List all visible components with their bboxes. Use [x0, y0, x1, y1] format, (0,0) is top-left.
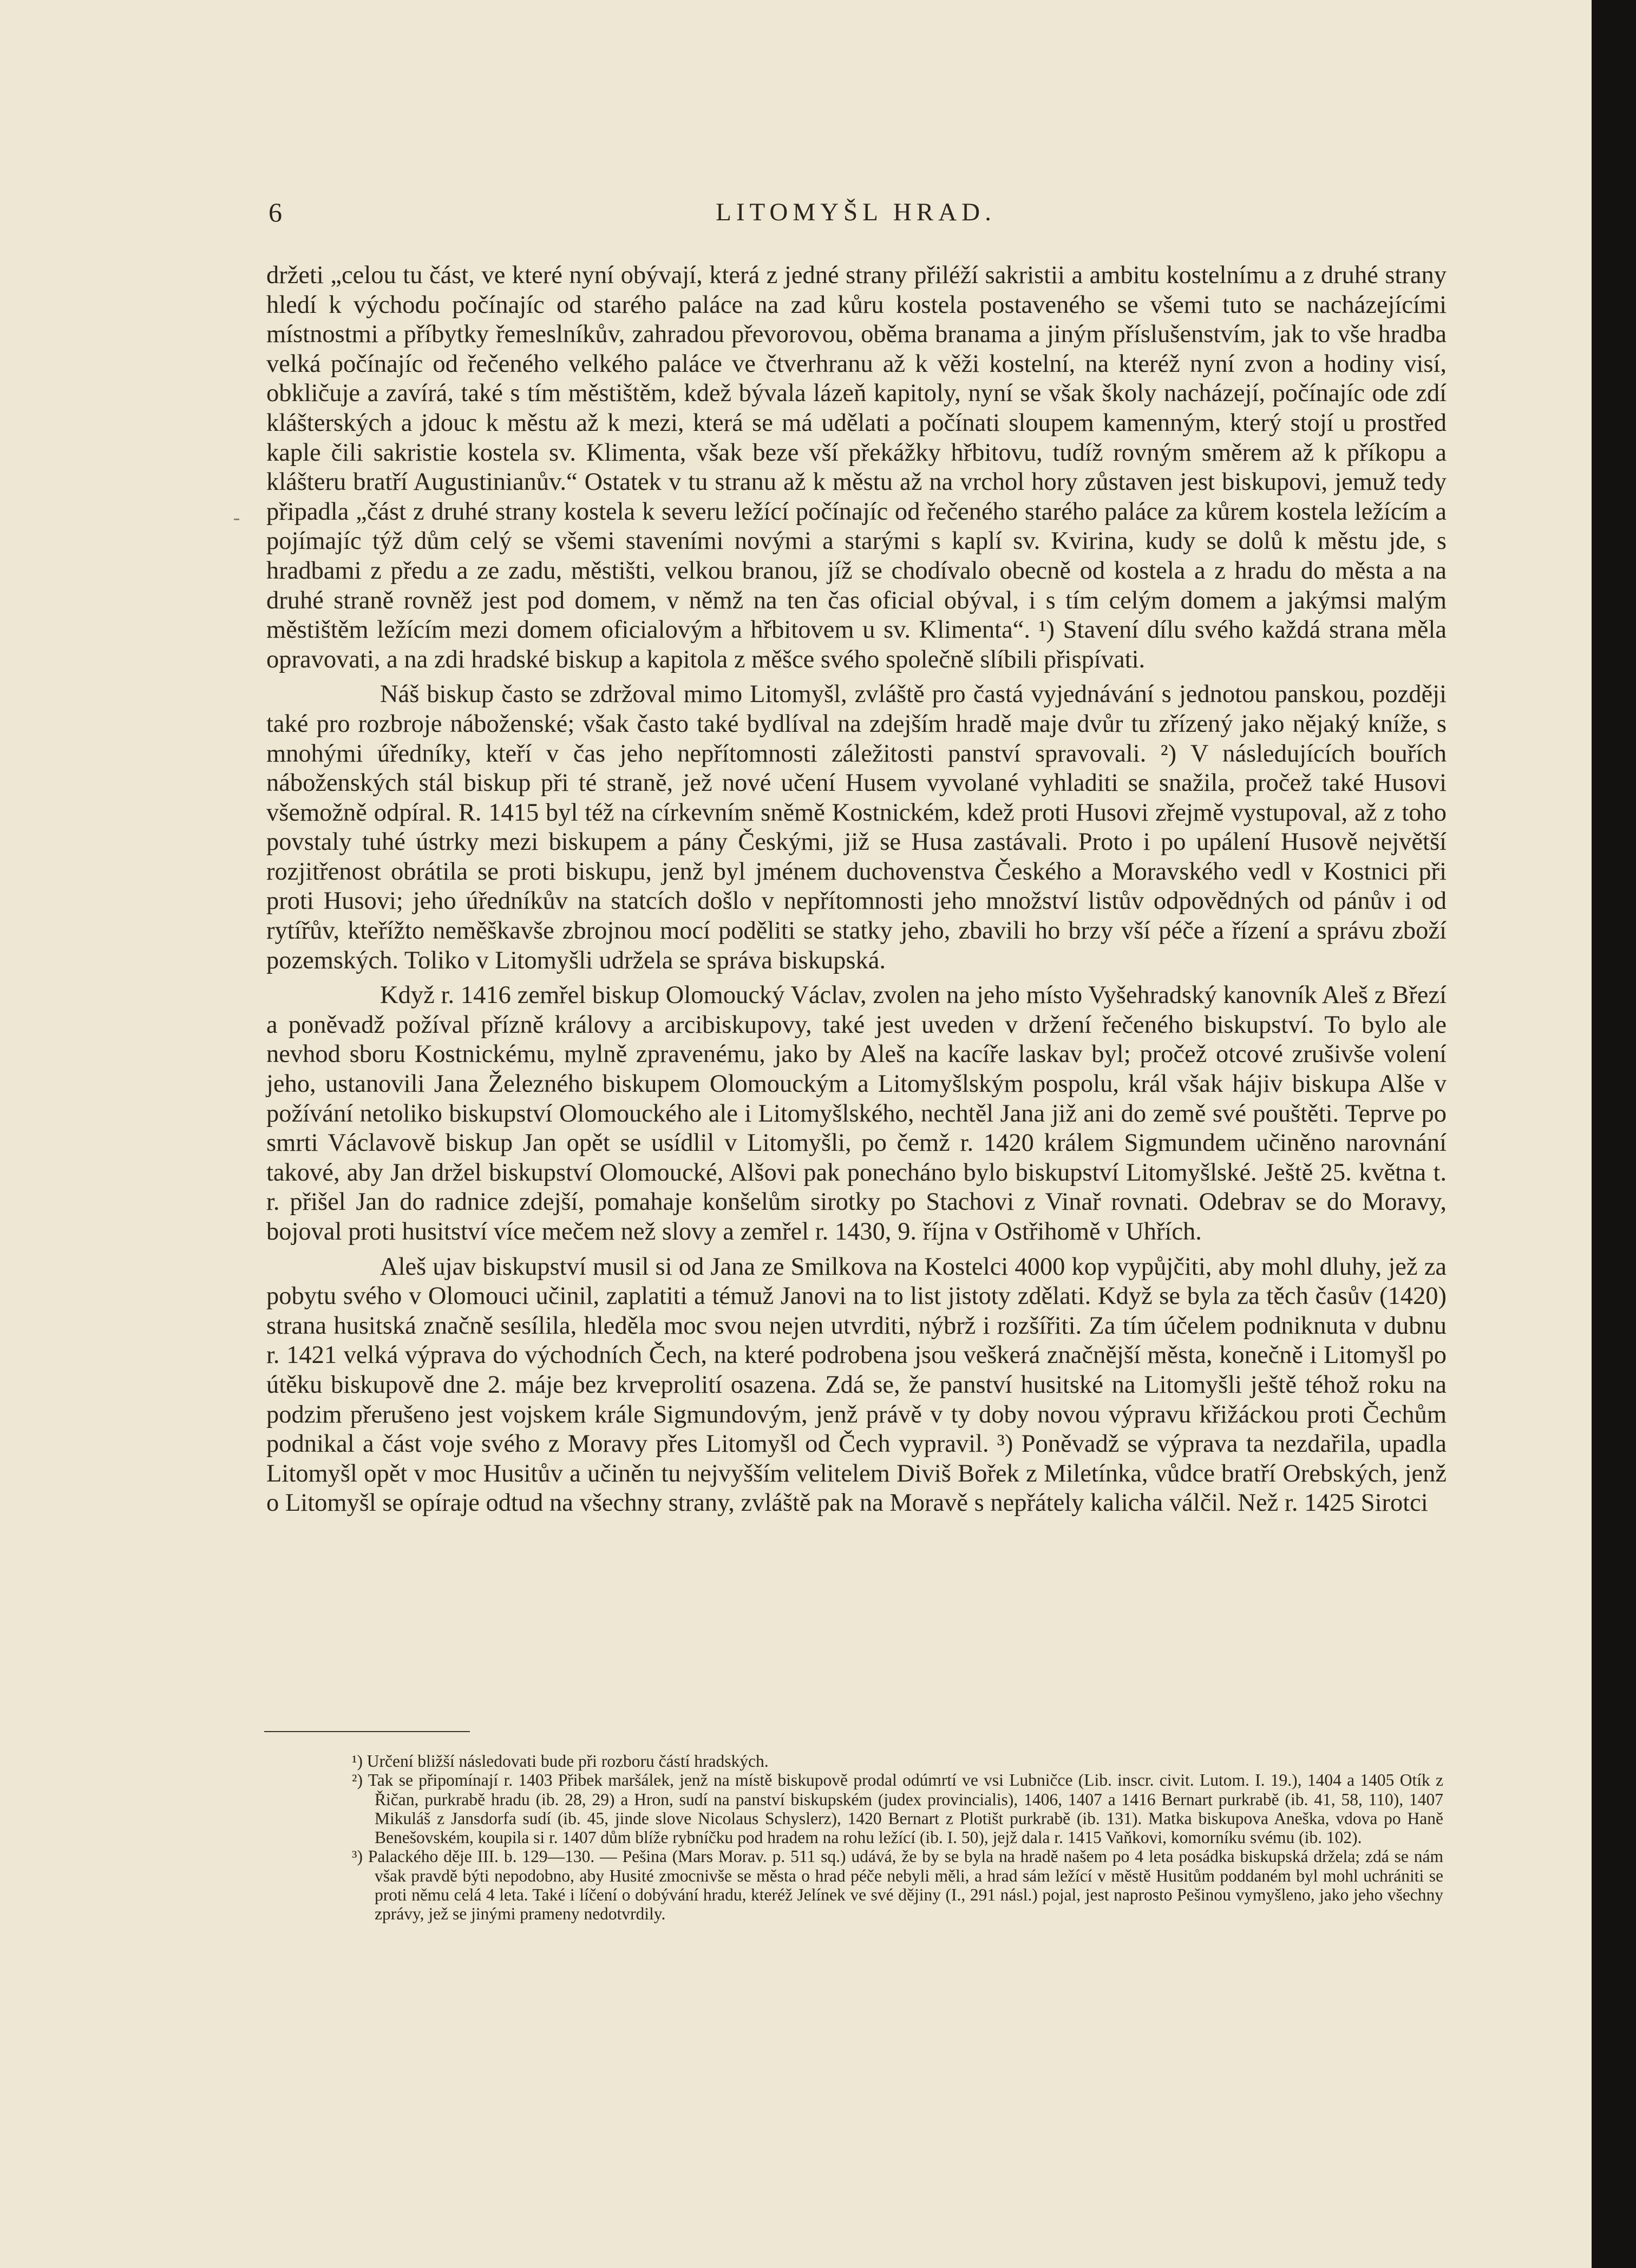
- paragraph: držeti „celou tu část, ve které nyní obývají, která z jedné strany přiléží sakristii a ambitu kostelnímu a z druhé strany hledí k východu počínajíc od starého paláce na zad kůru kostela postaveného se všemi tuto se nacházejícími místnostmi a příbytky řemeslníkův, zahradou převorovou, oběma branama a jiným příslušenstvím, jak to vše hradba velká počínajíc od řečeného velkého paláce ve čtverhranu až k věži kostelní, na kteréž nyní zvon a hodiny visí, obkličuje a zavírá, také s tím městištěm, kdež bývala lázeň kapitoly, nyní se však školy nacházejí, počínajíc ode zdí klášterských a jdouc k městu až k mezi, která se má udělati a počínati sloupem kamenným, který stojí u prostřed kaple čili sakristie kostela sv. Klimenta, však beze vší překážky hřbitovu, tudíž rovným směrem až k příkopu a klášteru bratří Augustinianův.“ Ostatek v tu stranu až k městu až na vrchol hory zůstaven jest biskupovi, jemuž tedy připadla „část z druhé strany kostela k severu ležící počínajíc od řečeného starého paláce za kůrem kostela ležícím a pojímajíc týž dům celý se všemi staveními novými a starými s kaplí sv. Kvirina, kudy se dolů k městu jde, s hradbami z předu a ze zadu, městišti, velkou branou, jíž se chodívalo obecně od kostela a z hradu do města a na druhé straně rovněž jest pod domem, v němž na ten čas oficial obýval, i s tím celým domem a jakýmsi malým městištěm ležícím mezi domem oficialovým a hřbitovem u sv. Klimenta“. ¹) Stavení dílu svého každá strana měla opravovati, a na zdi hradské biskup a kapitola z měšce svého společně slíbili přispívati.: [266, 261, 1447, 673]
- footnote: ³) Palackého děje III. b. 129—130. — Pešina (Mars Morav. p. 511 sq.) udává, že by se byla na hradě našem po 4 leta posádka biskupská držela; zdá se nám však pravdě býti nepodobno, aby Husité zmocnivše se města o hrad péče nebyli měli, a hrad sám ležící v městě Husitům poddaném byl mohl uchrániti se proti němu celá 4 leta. Také i líčení o dobývání hradu, kteréž Jelínek ve své dějiny (I., 291 násl.) pojal, jest naprosto Pešinou vymyšleno, jako jeho všechny zprávy, jež se jinými prameny nedotvrdily.: [352, 1847, 1443, 1924]
- paragraph: Náš biskup často se zdržoval mimo Litomyšl, zvláště pro častá vyjednávání s jednotou panskou, později také pro rozbroje náboženské; však často také bydlíval na zdejším hradě maje dvůr tu zřízený jako nějaký kníže, s mnohými úředníky, kteří v čas jeho nepřítomnosti záležitosti panství spravovali. ²) V následujících bouřích náboženských stál biskup při té straně, jež nové učení Husem vyvolané vyhladiti se snažila, pročež také Husovi všemožně odpíral. R. 1415 byl též na církevním sněmě Kostnickém, kdež proti Husovi zřejmě vystupoval, až z toho povstaly tuhé ústrky mezi biskupem a pány Českými, již se Husa zastávali. Proto i po upálení Husově největší rozjitřenost obrátila se proti biskupu, jenž byl jménem duchovenstva Českého a Moravského vedl v Kostnici při proti Husovi; jeho úředníkův na statcích došlo v nepřítomnosti jeho množství listův odpovědných od pánův i od rytířův, kteřížto neměškavše zbrojnou mocí poděliti se statky jeho, zbavili ho brzy vší péče a řízení a správu zboží pozemských. Toliko v Litomyšli udržela se správa biskupská.: [266, 680, 1447, 974]
- footnote: ²) Tak se připomínají r. 1403 Přibek maršálek, jenž na místě biskupově prodal odúmrtí ve vsi Lubničce (Lib. inscr. civit. Lutom. I. 19.), 1404 a 1405 Otík z Řičan, purkrabě hradu (ib. 28, 29) a Hron, sudí na panství biskupském (judex provincialis), 1406, 1407 a 1416 Bernart purkrabě (ib. 41, 58, 110), 1407 Mikuláš z Jansdorfa sudí (ib. 45, jinde slove Nicolaus Schyslerz), 1420 Bernart z Plotišt purkrabě (ib. 131). Matka biskupova Aneška, vdova po Haně Benešovském, koupila si r. 1407 dům blíže rybníčku pod hradem na rohu ležící (ib. I. 50), jejž dala r. 1415 Vaňkovi, komorníku svému (ib. 102).: [352, 1771, 1443, 1847]
- running-title: LITOMYŠL HRAD.: [716, 198, 996, 226]
- paragraph: Když r. 1416 zemřel biskup Olomoucký Václav, zvolen na jeho místo Vyšehradský kanovník Aleš z Březí a poněvadž požíval přízně královy a arcibiskupovy, také jest uveden v držení řečeného biskupství. To bylo ale nevhod sboru Kostnickému, mylně zpravenému, jako by Aleš na kacíře laskav byl; pročež otcové zrušivše volení jeho, ustanovili Jana Železného biskupem Olomouckým a Litomyšlským pospolu, král však hájiv biskupa Alše v požívání netoliko biskupství Olomouckého ale i Litomyšlského, nechtěl Jana již ani do země své pouštěti. Teprve po smrti Václavově biskup Jan opět se usídlil v Litomyšli, po čemž r. 1420 králem Sigmundem učiněno narovnání takové, aby Jan držel biskupství Olomoucké, Alšovi pak ponecháno bylo biskupství Litomyšlské. Ještě 25. května t. r. přišel Jan do radnice zdejší, pomahaje konšelům sirotky po Stachovi z Vinař rovnati. Odebrav se do Moravy, bojoval proti husitství více mečem než slovy a zemřel r. 1430, 9. října v Ostřihomě v Uhřích.: [266, 981, 1447, 1246]
- scan-dark-edge: [1592, 0, 1636, 2268]
- margin-pencil-mark: [234, 519, 239, 520]
- paragraph: Aleš ujav biskupství musil si od Jana ze Smilkova na Kostelci 4000 kop vypůjčiti, aby mohl dluhy, jež za pobytu svého v Olomouci učinil, zaplatiti a témuž Janovi na to list jistoty zdělati. Když se byla za těch časův (1420) strana husitská značně sesílila, hleděla moc svou nejen utvrditi, nýbrž i rozšířiti. Za tím účelem podniknuta v dubnu r. 1421 velká výprava do východních Čech, na které podrobena jsou veškerá značnější města, konečně i Litomyšl po útěku biskupově dne 2. máje bez krveprolití osazena. Zdá se, že panství husitské na Litomyšli ještě téhož roku na podzim přerušeno jest vojskem krále Sigmundovým, jenž právě v ty doby novou výpravu křižáckou proti Čechům podnikal a část voje svého z Moravy přes Litomyšl od Čech vypravil. ³) Poněvadž se výprava ta nezdařila, upadla Litomyšl opět v moc Husitův a učiněn tu nejvyšším velitelem Diviš Bořek z Miletínka, vůdce bratří Orebských, jenž o Litomyšl se opíraje odtud na všechny strany, zvláště pak na Moravě s nepřátely kalicha válčil. Než r. 1425 Sirotci: [266, 1253, 1447, 1517]
- main-text: [266, 261, 1447, 1518]
- footnote-separator: [264, 1731, 470, 1732]
- footnotes: [352, 1752, 1443, 1924]
- page-number: 6: [269, 197, 282, 227]
- footnote: ¹) Určení bližší následovati bude při rozboru částí hradských.: [352, 1752, 769, 1771]
- page-header: [269, 191, 1443, 234]
